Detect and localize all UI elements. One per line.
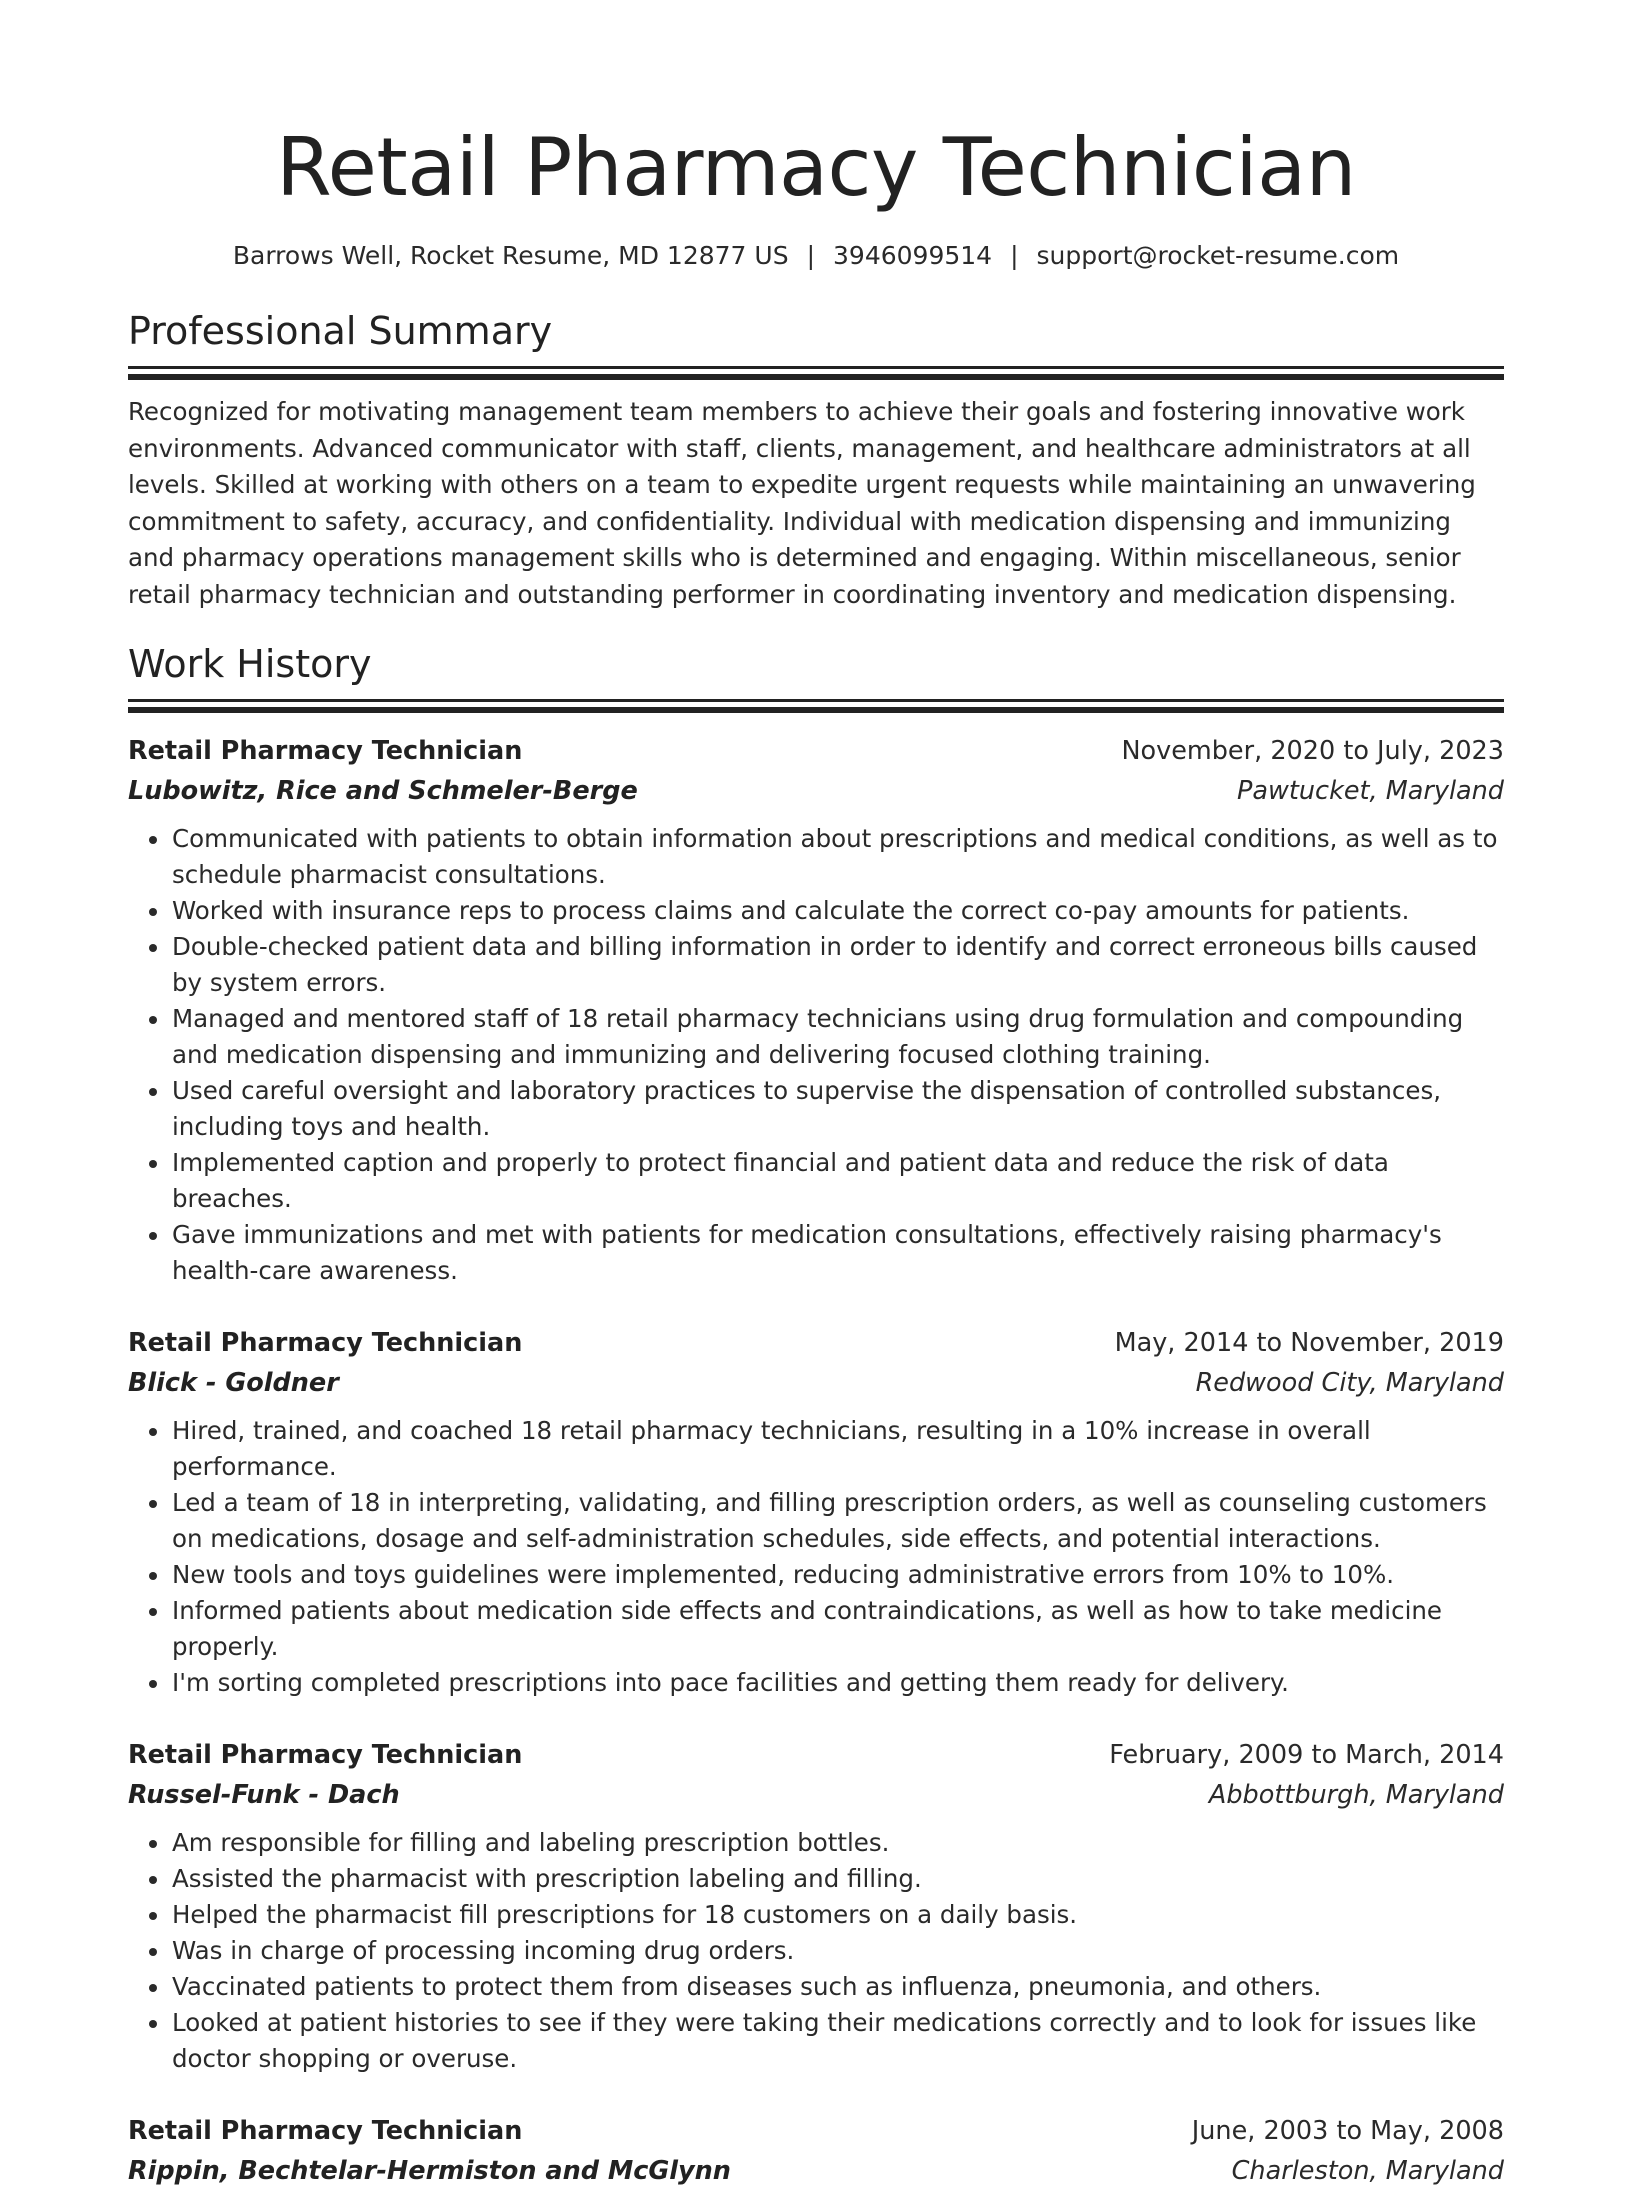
job-bullet: • Worked with insurance reps to process claims and calculate the correct co-pay amounts for patients. [171,893,1504,929]
job-entry [128,2111,1504,2191]
job-bullet-list [128,1825,1504,2077]
job-location: Charleston, Maryland [1231,2156,1504,2186]
job-bullet-list [128,821,1504,1289]
job-bullet: • New tools and toys guidelines were implemented, reducing administrative errors from 10% to 10%. [171,1557,1504,1593]
job-dates: May, 2014 to November, 2019 [1114,1328,1504,1358]
job-company-row [128,1775,1504,1815]
job-bullet: • Used careful oversight and laboratory practices to supervise the dispensation of controlled substances, including toys and health. [171,1073,1504,1145]
work-history-section [128,641,1504,2191]
job-dates: November, 2020 to July, 2023 [1121,736,1504,766]
job-bullet: • Hired, trained, and coached 18 retail pharmacy technicians, resulting in a 10% increase in overall performance. [171,1413,1504,1485]
job-bullet: • Am responsible for filling and labeling prescription bottles. [171,1825,1504,1861]
work-history-heading: Work History [128,642,372,686]
summary-text: Recognized for motivating management team members to achieve their goals and fostering innovative work environments. Advanced communicator with staff, clients, management, and healthcare administrators at all levels. Skilled at working with others on a team to expedite urgent requests while maintaining an unwavering commitment to safety, accuracy, and confidentiality. Individual with medication dispensing and immunizing and pharmacy operations management skills who is determined and engaging. Within miscellaneous, senior retail pharmacy technician and outstanding performer in coordinating inventory and medication dispensing. [128,397,1476,609]
contact-phone: 3946099514 [833,241,993,270]
job-bullet: • I'm sorting completed prescriptions into pace facilities and getting them ready for delivery. [171,1665,1504,1701]
job-bullet: • Implemented caption and properly to protect financial and patient data and reduce the risk of data breaches. [171,1145,1504,1217]
job-title: Retail Pharmacy Technician [128,1740,523,1770]
contact-email: support@rocket-resume.com [1036,241,1400,270]
job-header-row [128,731,1504,771]
resume-name: Retail Pharmacy Technician [276,121,1356,214]
job-dates: February, 2009 to March, 2014 [1109,1740,1504,1770]
job-bullet: • Assisted the pharmacist with prescription labeling and filling. [171,1861,1504,1897]
job-company: Lubowitz, Rice and Schmeler-Berge [128,776,638,806]
contact-line [128,240,1504,272]
job-bullet: • Helped the pharmacist fill prescriptions for 18 customers on a daily basis. [171,1897,1504,1933]
section-rule-thick [128,374,1504,380]
job-dates: June, 2003 to May, 2008 [1191,2116,1504,2146]
job-bullet: • Gave immunizations and met with patients for medication consultations, effectively raising pharmacy's health-care awareness. [171,1217,1504,1289]
job-company-row [128,2151,1504,2191]
job-company: Rippin, Bechtelar-Hermiston and McGlynn [128,2156,731,2186]
summary-heading: Professional Summary [128,309,553,353]
section-rule-thick [128,707,1504,713]
job-bullet: • Vaccinated patients to protect them from diseases such as influenza, pneumonia, and others. [171,1969,1504,2005]
job-bullet: • Managed and mentored staff of 18 retail pharmacy technicians using drug formulation and compounding and medication dispensing and immunizing and delivering focused clothing training. [171,1001,1504,1073]
summary-section [128,308,1504,613]
job-company: Russel-Funk - Dach [128,1780,400,1810]
job-company: Blick - Goldner [128,1368,339,1398]
job-bullet: • Double-checked patient data and billing information in order to identify and correct erroneous bills caused by system errors. [171,929,1504,1001]
job-entry [128,1735,1504,2077]
job-title: Retail Pharmacy Technician [128,1328,523,1358]
job-bullet: • Led a team of 18 in interpreting, validating, and filling prescription orders, as well as counseling customers on medications, dosage and self-administration schedules, side effects, and potential interactions. [171,1485,1504,1557]
job-header-row [128,2111,1504,2151]
contact-separator: | [1010,241,1019,270]
job-company-row [128,771,1504,811]
job-header-row [128,1735,1504,1775]
job-bullet: • Looked at patient histories to see if they were taking their medications correctly and to look for issues like doctor shopping or overuse. [171,2005,1504,2077]
job-bullet: • Informed patients about medication side effects and contraindications, as well as how to take medicine properly. [171,1593,1504,1665]
job-location: Redwood City, Maryland [1195,1368,1504,1398]
section-rule-thin [128,366,1504,369]
job-company-row [128,1363,1504,1403]
job-bullet-list [128,1413,1504,1701]
job-location: Pawtucket, Maryland [1237,776,1504,806]
job-header-row [128,1323,1504,1363]
job-entry [128,731,1504,1289]
job-location: Abbottburgh, Maryland [1208,1780,1504,1810]
section-rule-thin [128,699,1504,702]
contact-separator: | [806,241,816,270]
job-title: Retail Pharmacy Technician [128,2116,523,2146]
job-entry [128,1323,1504,1701]
job-title: Retail Pharmacy Technician [128,736,523,766]
job-bullet: • Communicated with patients to obtain information about prescriptions and medical conditions, as well as to schedule pharmacist consultations. [171,821,1504,893]
contact-address: Barrows Well, Rocket Resume, MD 12877 US [232,241,789,270]
job-bullet: • Was in charge of processing incoming drug orders. [171,1933,1504,1969]
